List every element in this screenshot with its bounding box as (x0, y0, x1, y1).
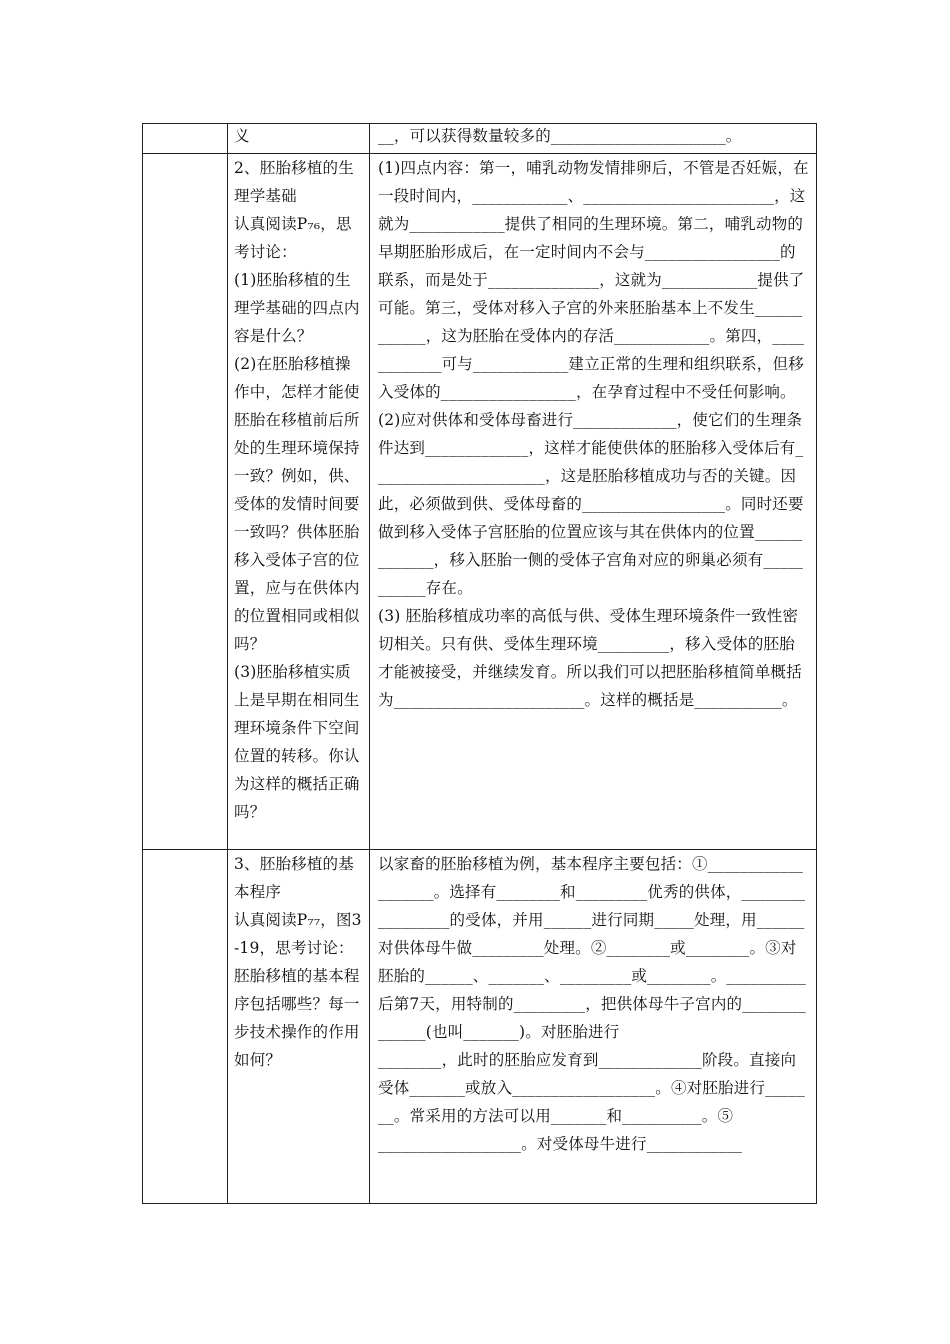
table-cell-content: __，可以获得数量较多的______________________。 (370, 124, 817, 154)
table-cell-section (143, 850, 228, 1204)
table-cell-section (143, 154, 228, 850)
table-cell-topic: 3、胚胎移植的基本程序 认真阅读P₇₇，图3-19，思考讨论：胚胎移植的基本程序包括哪些？每一步技术操作的作用如何？ (228, 850, 370, 1204)
table-cell-topic: 2、胚胎移植的生理学基础 认真阅读P₇₆，思考讨论： (1)胚胎移植的生理学基础的四点内容是什么？ (2)在胚胎移植操作中，怎样才能使胚胎在移植前后所处的生理环境保持一致？例如，供、受体的发情时间要一致吗？供体胚胎移入受体子宫的位置，应与在供体内的位置相同或相似吗？ (3)胚胎移植实质上是早期在相同生理环境条件下空间位置的转移。你认为这样的概括正确吗？ (228, 154, 370, 850)
table-row (143, 850, 817, 1204)
table-row (143, 154, 817, 850)
table-cell-content: (1)四点内容：第一，哺乳动物发情排卵后，不管是否妊娠，在一段时间内，____________、________________________，这就为____________提供了相同的生理环境。第二，哺乳动物的早期胚胎形成后，在一定时间内不会与_________________的联系，而是处于______________，这就为____________提供了可能。第三，受体对移入子宫的外来胚胎基本上不发生____________，这为胚胎在受体内的存活____________。第四，____________可与____________建立正常的生理和组织联系，但移入受体的_________________，在孕育过程中不受任何影响。 (2)应对供体和受体母畜进行_____________，使它们的生理条件达到_____________，这样才能使供体的胚胎移入受体后有______________________，这是胚胎移植成功与否的关键。因此，必须做到供、受体母畜的__________________。同时还要做到移入受体子宫胚胎的位置应该与其在供体内的位置_____________，移入胚胎一侧的受体子宫角对应的卵巢必须有___________存在。 (3) 胚胎移植成功率的高低与供、受体生理环境条件一致性密切相关。只有供、受体生理环境_________，移入受体的胚胎才能被接受，并继续发育。所以我们可以把胚胎移植简单概括为________________________。这样的概括是___________。 (370, 154, 817, 850)
worksheet-page (142, 123, 816, 1204)
worksheet-table (142, 123, 817, 1204)
table-cell-topic: 义 (228, 124, 370, 154)
table-cell-section (143, 124, 228, 154)
table-row (143, 124, 817, 154)
table-cell-content: 以家畜的胚胎移植为例，基本程序主要包括：①___________________。选择有________和_________优秀的供体，_________________的受体，并用______进行同期_____处理，用______对供体母牛做_________处理。②________或________。③对胚胎的______、_______、_________或________。__________后第7天，用特制的_________，把供体母牛子宫内的______________(也叫_______)。对胚胎进行 ________，此时的胚胎应发育到_____________阶段。直接向受体_______或放入__________________。④对胚胎进行_______。常采用的方法可以用_______和__________。⑤ __________________。对受体母牛进行____________ (370, 850, 817, 1204)
